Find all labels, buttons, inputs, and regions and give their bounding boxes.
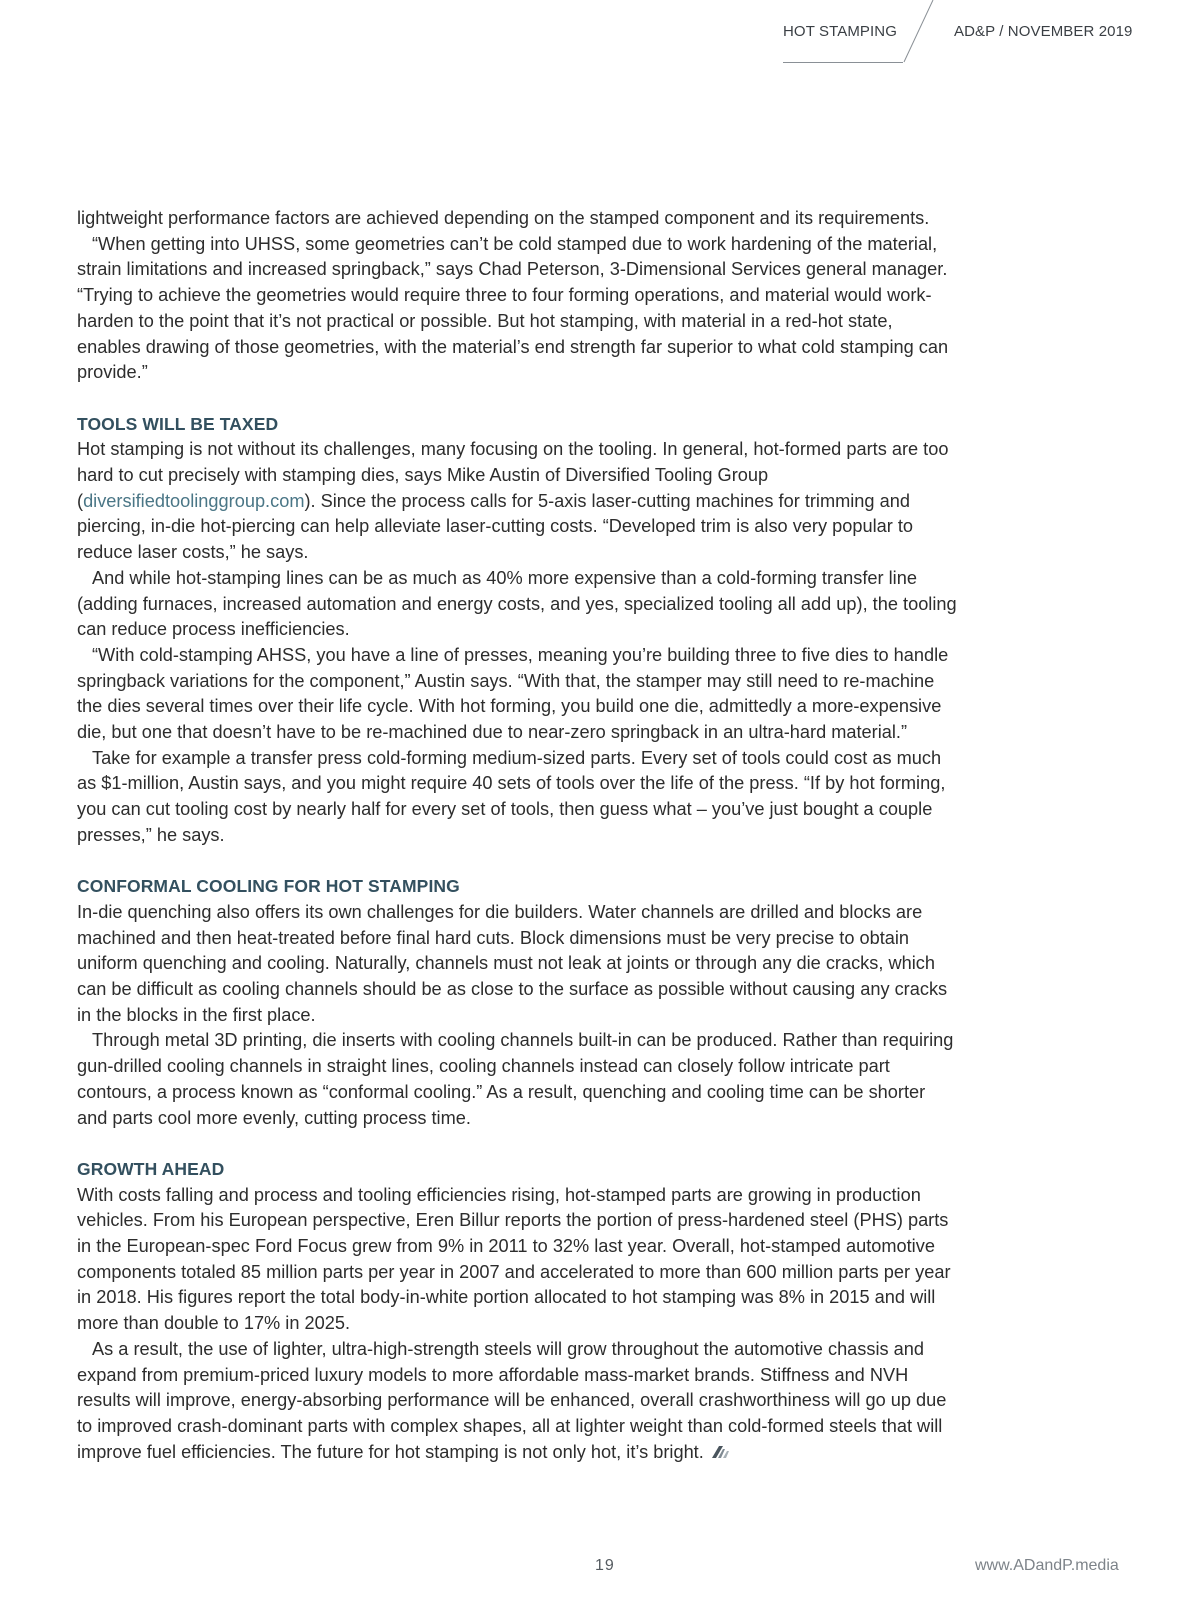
section-heading-conformal-cooling: CONFORMAL COOLING FOR HOT STAMPING xyxy=(77,876,460,897)
article-paragraph: In-die quenching also offers its own challenges for die builders. Water channels are drilled and blocks are machined and then heat-treated before final hard cuts. Block dimensions must be very precise to obtain uniform quenching and cooling. Naturally, channels must not leak at joints or through any die cracks, which can be difficult as cooling channels should be as close to the surface as possible without causing any cracks in the blocks in the first place. xyxy=(77,901,948,1025)
paragraph-text: As a result, the use of lighter, ultra-high-strength steels will grow throughout the automotive chassis and expand from premium-priced luxury models to more affordable mass-market brands. Stiffness and NVH results will improve, energy-absorbing performance will be enhanced, overall crashworthiness will go up due to improved crash-dominant parts with complex shapes, all at lighter weight than cold-formed steels that will improve fuel efficiencies. The future for hot stamping is not only hot, it’s bright. xyxy=(77,1338,947,1462)
section-heading-tools: TOOLS WILL BE TAXED xyxy=(77,413,279,434)
page-header xyxy=(0,0,1200,70)
page-number: 19 xyxy=(595,1557,615,1574)
article-body xyxy=(77,206,957,1465)
adp-logo-icon xyxy=(710,1445,730,1459)
diversified-tooling-link[interactable]: diversifiedtoolinggroup.com xyxy=(83,490,305,511)
article-paragraph: lightweight performance factors are achieved depending on the stamped component and its requirements. xyxy=(77,208,930,228)
header-rule xyxy=(783,62,903,63)
article-paragraph: “With cold-stamping AHSS, you have a line of presses, meaning you’re building three to five dies to handle springback variations for the component,” Austin says. “With that, the stamper may still need to re-machine the dies several times over their life cycle. With hot forming, you build one die, admittedly a more-expensive die, but one that doesn’t have to be re-machined due to near-zero springback in an ultra-hard material.” xyxy=(77,644,949,743)
section-label: HOT STAMPING xyxy=(783,23,897,40)
section-heading-growth: GROWTH AHEAD xyxy=(77,1158,225,1179)
article-paragraph xyxy=(77,1337,957,1466)
paragraph-text: ). Since the process calls for 5-axis laser-cutting machines for trimming and piercing, in-die hot-piercing can help alleviate laser-cutting costs. “Developed trim is also very popular to reduce laser costs,” he says. xyxy=(77,490,914,563)
issue-label: AD&P / NOVEMBER 2019 xyxy=(954,23,1133,40)
website-url[interactable]: www.ADandP.media xyxy=(975,1557,1119,1574)
article-paragraph: “When getting into UHSS, some geometries can’t be cold stamped due to work hardening of the material, strain limitations and increased springback,” says Chad Peterson, 3-Dimensional Services general manager. “Trying to achieve the geometries would require three to four forming operations, and material would work-harden to the point that it’s not practical or possible. But hot stamping, with material in a red-hot state, enables drawing of those geometries, with the material’s end strength far superior to what cold stamping can provide.” xyxy=(77,233,949,383)
article-paragraph xyxy=(77,437,957,566)
paragraph-text: Hot stamping is not without its challenges, many focusing on the tooling. In general, hot-formed parts are too hard to cut precisely with stamping dies, says Mike Austin of Diversified Tooling Group ( xyxy=(77,439,949,511)
article-paragraph: And while hot-stamping lines can be as much as 40% more expensive than a cold-forming transfer line (adding furnaces, increased automation and energy costs, and yes, specialized tooling all add up), the tooling can reduce process inefficiencies. xyxy=(77,567,957,640)
article-paragraph: Take for example a transfer press cold-forming medium-sized parts. Every set of tools could cost as much as $1-million, Austin says, and you might require 40 sets of tools over the life of the press. “If by hot forming, you can cut tooling cost by nearly half for every set of tools, then guess what – you’ve just bought a couple presses,” he says. xyxy=(77,747,946,845)
article-paragraph: With costs falling and process and tooling efficiencies rising, hot-stamped parts are growing in production vehicles. From his European perspective, Eren Billur reports the portion of press-hardened steel (PHS) parts in the European-spec Ford Focus grew from 9% in 2011 to 32% last year. Overall, hot-stamped automotive components totaled 85 million parts per year in 2007 and accelerated to more than 600 million parts per year in 2018. His figures report the total body-in-white portion allocated to hot stamping was 8% in 2015 and will more than double to 17% in 2025. xyxy=(77,1184,951,1334)
article-paragraph: Through metal 3D printing, die inserts with cooling channels built-in can be produced. Rather than requiring gun-drilled cooling channels in straight lines, cooling channels instead can closely follow intricate part contours, a process known as “conformal cooling.” As a result, quenching and cooling time can be shorter and parts cool more evenly, cutting process time. xyxy=(77,1030,954,1128)
